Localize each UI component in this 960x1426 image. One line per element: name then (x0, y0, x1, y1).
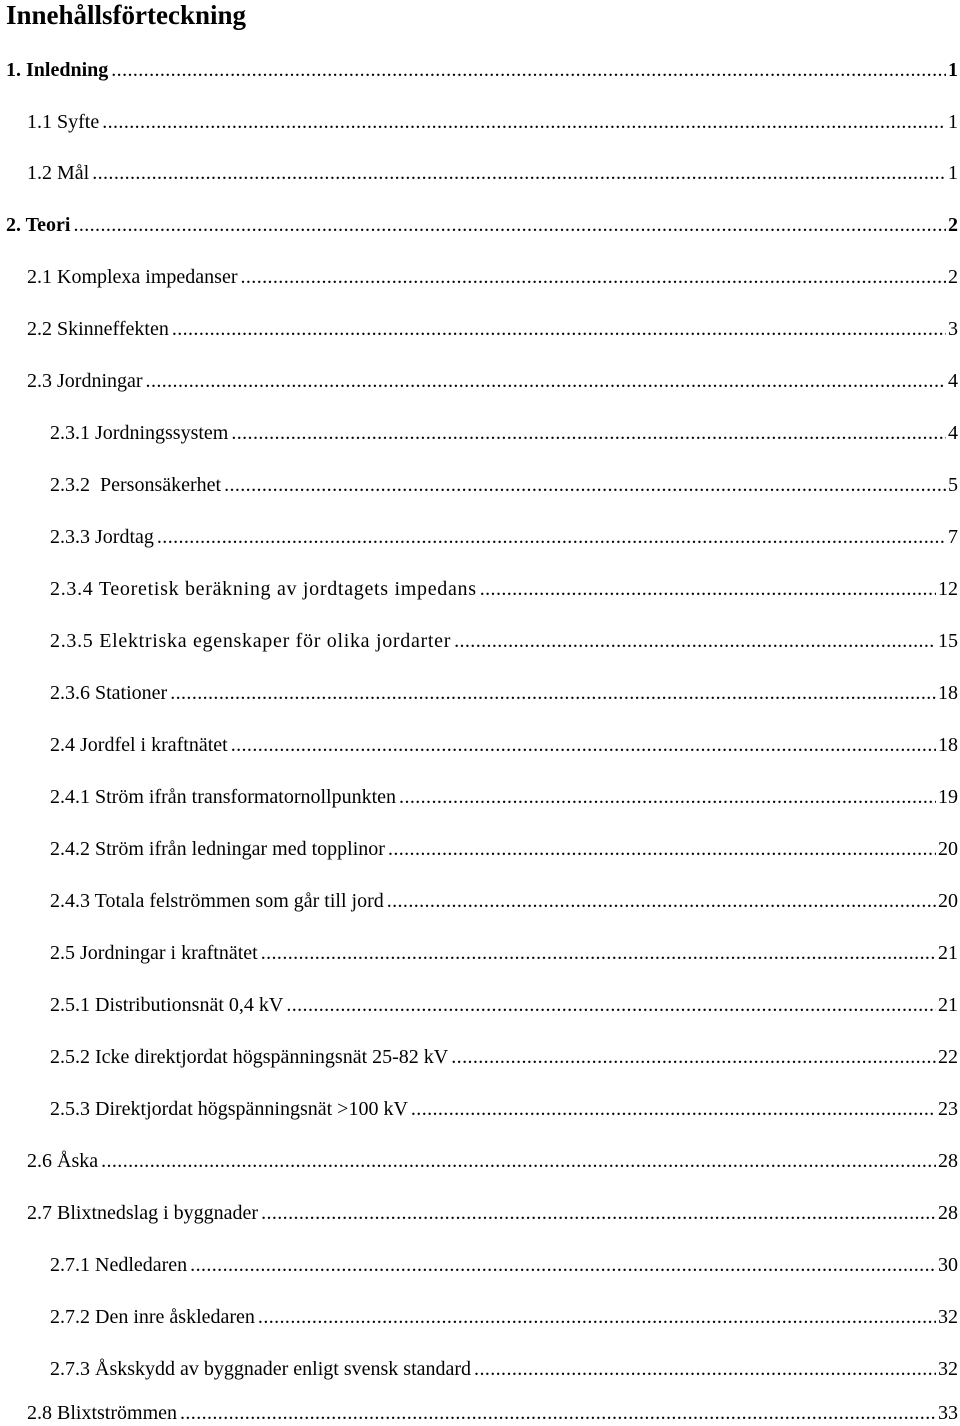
toc-entry-page: 20 (938, 890, 958, 912)
toc-entry-page: 22 (938, 1046, 958, 1068)
dot-leader (261, 940, 936, 966)
toc-entry-jordningssystem[interactable] (50, 420, 960, 446)
toc-entry-label: 1. Inledning (6, 59, 109, 81)
dot-leader (172, 316, 946, 342)
toc-entry-inre-askledaren[interactable] (50, 1304, 960, 1330)
toc-entry-label: 2.7 Blixtnedslag i byggnader (27, 1202, 259, 1224)
toc-entry-label: 2.8 Blixtströmmen (27, 1402, 177, 1424)
toc-entry-icke-direktjordat[interactable] (50, 1044, 960, 1070)
toc-entry-page: 1 (948, 111, 958, 133)
toc-entry-label: 2. Teori (6, 214, 71, 236)
toc-entry-label: 2.3.5 Elektriska egenskaper för olika jordarter (50, 630, 452, 652)
toc-entry-aska[interactable] (27, 1148, 960, 1174)
dot-leader (111, 57, 946, 83)
toc-entry-page: 20 (938, 838, 958, 860)
toc-entry-page: 1 (948, 162, 958, 184)
toc-entry-label: 2.7.2 Den inre åskledaren (50, 1306, 255, 1328)
toc-entry-label: 1.1 Syfte (27, 111, 100, 133)
toc-entry-distributionsnat[interactable] (50, 992, 960, 1018)
toc-entry-strom-transformatornollpunkten[interactable] (50, 784, 960, 810)
toc-entry-blixtnedslag[interactable] (27, 1200, 960, 1226)
toc-entry-label: 2.4 Jordfel i kraftnätet (50, 734, 228, 756)
toc-entry-page: 21 (938, 994, 958, 1016)
toc-entry-jordfel-i-kraftnatet[interactable] (50, 732, 960, 758)
dot-leader (451, 1044, 936, 1070)
dot-leader (102, 109, 946, 135)
toc-entry-blixtstrommen[interactable] (27, 1400, 960, 1426)
toc-entry-label: 2.3.3 Jordtag (50, 526, 154, 548)
dot-leader (231, 420, 946, 446)
toc-entry-page: 7 (948, 526, 958, 548)
dot-leader (474, 1356, 936, 1382)
dot-leader (157, 524, 946, 550)
toc-entry-label: 2.5.3 Direktjordat högspänningsnät >100 kV (50, 1098, 408, 1120)
toc-entry-teoretisk-berakning[interactable] (50, 576, 960, 602)
toc-entry-label: 2.4.3 Totala felströmmen som går till jord (50, 890, 384, 912)
toc-entry-label: 2.2 Skinneffekten (27, 318, 169, 340)
toc-entry-page: 21 (938, 942, 958, 964)
toc-entry-label: 2.4.1 Ström ifrån transformatornollpunkten (50, 786, 397, 808)
page-title: Innehållsförteckning (6, 0, 247, 30)
toc-entry-jordtag[interactable] (50, 524, 960, 550)
toc-entry-label: 2.3.6 Stationer (50, 682, 168, 704)
toc-entry-skinneffekten[interactable] (27, 316, 960, 342)
dot-leader (411, 1096, 936, 1122)
dot-leader (286, 992, 936, 1018)
toc-entry-label: 2.7.3 Åskskydd av byggnader enligt svensk standard (50, 1358, 472, 1380)
toc-entry-page: 2 (948, 266, 958, 288)
toc-entry-strom-ledningar-topplinor[interactable] (50, 836, 960, 862)
toc-entry-label: 2.1 Komplexa impedanser (27, 266, 238, 288)
toc-entry-page: 4 (948, 370, 958, 392)
dot-leader (170, 680, 936, 706)
toc-entry-page: 4 (948, 422, 958, 444)
toc-entry-totala-felstrommen[interactable] (50, 888, 960, 914)
dot-leader (480, 576, 936, 602)
dot-leader (224, 472, 946, 498)
toc-entry-askskydd[interactable] (50, 1356, 960, 1382)
toc-entry-mal[interactable] (27, 160, 960, 186)
toc-entry-label: 2.7.1 Nedledaren (50, 1254, 188, 1276)
toc-entry-elektriska-egenskaper[interactable] (50, 628, 960, 654)
toc-entry-label: 2.3 Jordningar (27, 370, 143, 392)
toc-entry-label: 2.6 Åska (27, 1150, 99, 1172)
toc-entry-page: 32 (938, 1358, 958, 1380)
toc-entry-label: 1.2 Mål (27, 162, 90, 184)
toc-entry-nedledaren[interactable] (50, 1252, 960, 1278)
dot-leader (258, 1304, 936, 1330)
dot-leader (92, 160, 946, 186)
dot-leader (101, 1148, 936, 1174)
dot-leader (146, 368, 946, 394)
dot-leader (241, 264, 947, 290)
toc-entry-page: 3 (948, 318, 958, 340)
toc-entry-label: 2.3.1 Jordningssystem (50, 422, 229, 444)
toc-entry-label: 2.3.2 Personsäkerhet (50, 474, 222, 496)
toc-entry-stationer[interactable] (50, 680, 960, 706)
toc-entry-page: 2 (948, 214, 958, 236)
dot-leader (261, 1200, 936, 1226)
toc-entry-teori[interactable] (6, 212, 960, 238)
dot-leader (180, 1400, 936, 1426)
dot-leader (73, 212, 946, 238)
dot-leader (190, 1252, 936, 1278)
toc-entry-page: 1 (948, 59, 958, 81)
toc-entry-page: 12 (938, 578, 958, 600)
toc-entry-label: 2.5 Jordningar i kraftnätet (50, 942, 258, 964)
toc-entry-komplexa-impedanser[interactable] (27, 264, 960, 290)
toc-entry-page: 18 (938, 682, 958, 704)
toc-entry-page: 33 (938, 1402, 958, 1424)
toc-entry-page: 23 (938, 1098, 958, 1120)
toc-entry-page: 28 (938, 1202, 958, 1224)
toc-entry-page: 15 (938, 630, 958, 652)
toc-entry-syfte[interactable] (27, 109, 960, 135)
dot-leader (231, 732, 936, 758)
toc-entry-jordningar[interactable] (27, 368, 960, 394)
toc-entry-page: 30 (938, 1254, 958, 1276)
toc-entry-page: 5 (948, 474, 958, 496)
toc-entry-label: 2.5.2 Icke direktjordat högspänningsnät 25-82 kV (50, 1046, 449, 1068)
toc-entry-label: 2.3.4 Teoretisk beräkning av jordtagets impedans (50, 578, 477, 600)
dot-leader (454, 628, 936, 654)
toc-entry-personsakerhet[interactable] (50, 472, 960, 498)
toc-entry-page: 19 (938, 786, 958, 808)
dot-leader (399, 784, 936, 810)
toc-entry-label: 2.4.2 Ström ifrån ledningar med topplinor (50, 838, 385, 860)
toc-entry-jordningar-i-kraftnatet[interactable] (50, 940, 960, 966)
toc-entry-page: 32 (938, 1306, 958, 1328)
toc-entry-page: 28 (938, 1150, 958, 1172)
toc-entry-inledning[interactable] (6, 57, 960, 83)
toc-entry-page: 18 (938, 734, 958, 756)
toc-entry-direktjordat[interactable] (50, 1096, 960, 1122)
toc-entry-label: 2.5.1 Distributionsnät 0,4 kV (50, 994, 284, 1016)
dot-leader (388, 836, 936, 862)
dot-leader (387, 888, 936, 914)
